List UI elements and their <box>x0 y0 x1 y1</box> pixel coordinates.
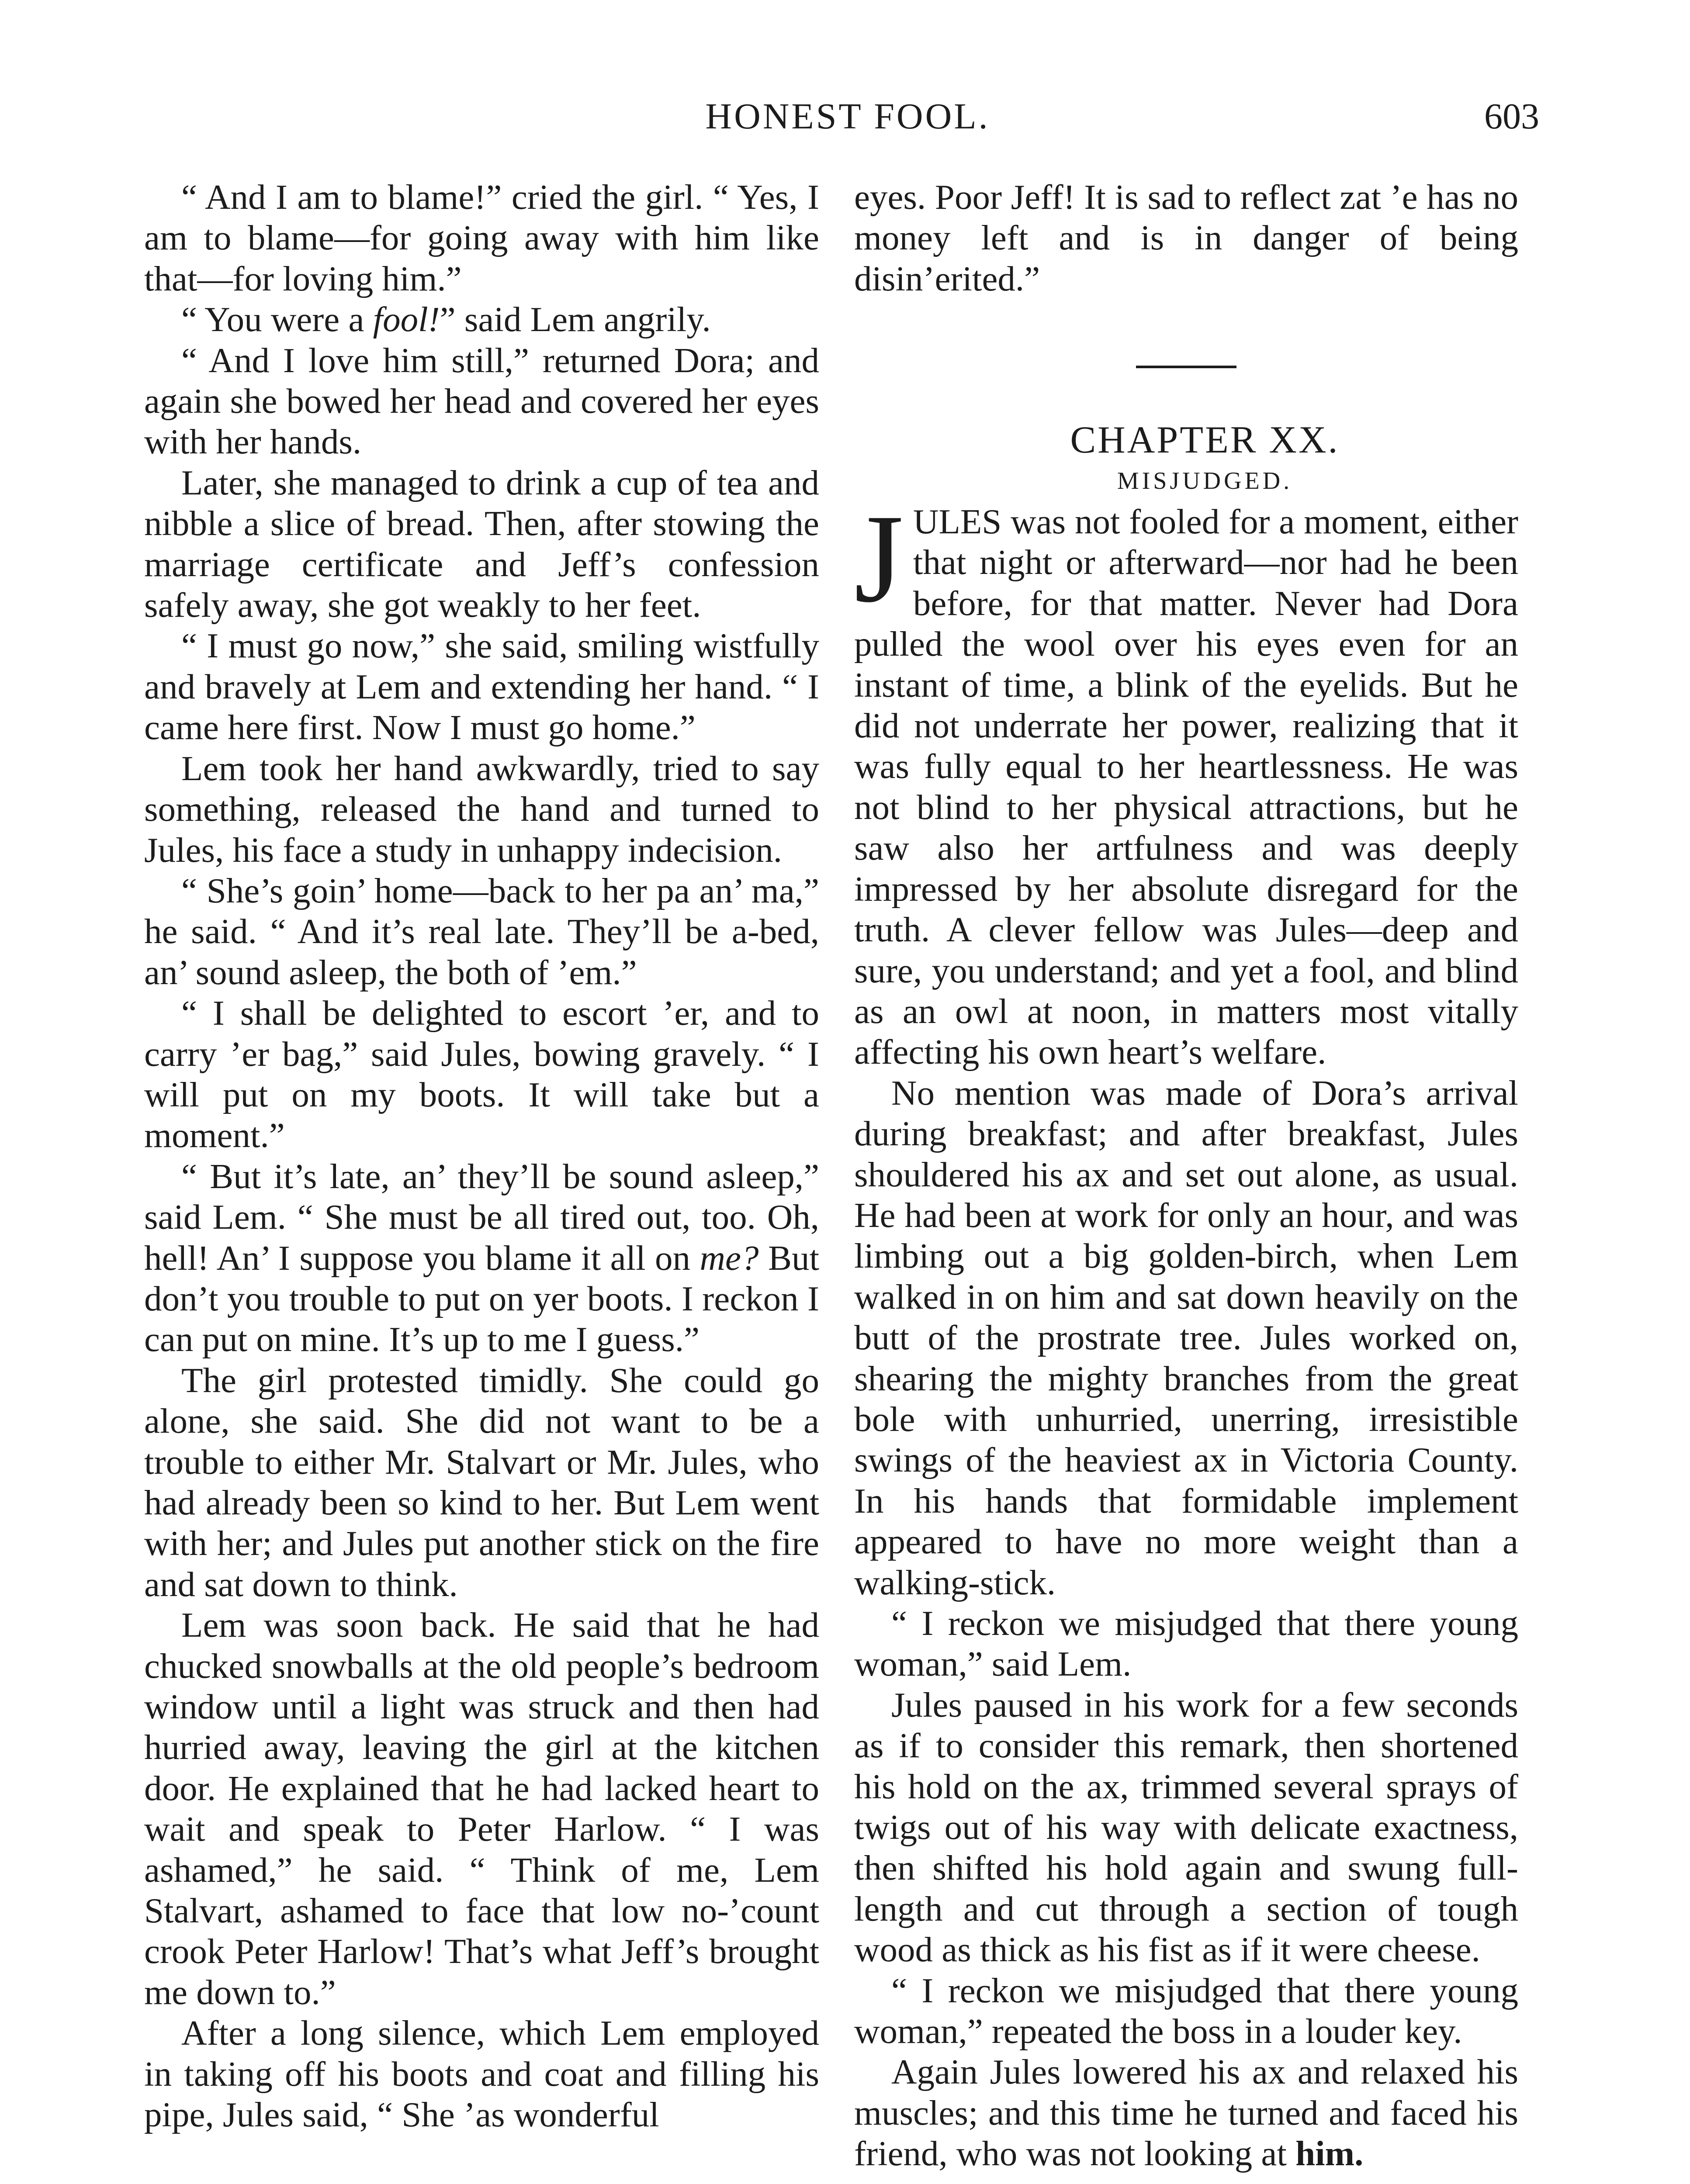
text-run: “ You were a <box>181 300 373 339</box>
continued-paragraph: eyes. Poor Jeff! It is sad to reflect zat ’e has no money left and is in danger of being disin’erited.” <box>854 177 1518 298</box>
running-title: HONEST FOOL. <box>705 96 990 137</box>
section-divider <box>1136 366 1236 368</box>
paragraph: “ I reckon we misjudged that there young woman,” repeated the boss in a louder key. <box>854 1970 1518 2051</box>
text-run: “ But it’s late, an’ they’ll be sound asleep,” said Lem. “ She must be all tired out, too. Oh, hell! An’ I suppose you blame it all on <box>144 1156 819 1278</box>
text-run: But don’t you trouble to put on yer boots. I reckon I can put on mine. It’s up to me I guess.” <box>144 1238 820 1359</box>
chapter-opening-paragraph <box>854 488 1518 1073</box>
paragraph: “ I reckon we misjudged that there young woman,” said Lem. <box>854 1603 1518 1684</box>
paragraph: After a long silence, which Lem employed in taking off his boots and coat and filling his pipe, Jules said, “ She ’as wonderful <box>144 2013 819 2135</box>
emphasis-text: fool! <box>373 300 440 339</box>
paragraph: Lem took her hand awkwardly, tried to say something, released the hand and turned to Jules, his face a study in unhappy indecision. <box>144 748 819 870</box>
paragraph: Lem was soon back. He said that he had chucked snowballs at the old people’s bedroom window until a light was struck and then had hurried away, leaving the girl at the kitchen door. He explained that he had lacked heart to wait and speak to Peter Harlow. “ I was ashamed,” he said. “ Think of me, Lem Stalvart, ashamed to face that low no-’count crook Peter Harlow! That’s what Jeff’s brought me down to.” <box>144 1605 819 2012</box>
bold-text: him. <box>1295 2134 1364 2174</box>
paragraph <box>854 2052 1518 2174</box>
paragraph: “ And I am to blame!” cried the girl. “ Yes, I am to blame—for going away with him like that—for loving him.” <box>144 177 819 298</box>
text-run: Again Jules lowered his ax and relaxed his muscles; and this time he turned and faced his friend, who was not looking at <box>854 2052 1518 2174</box>
chapter-heading: CHAPTER XX. <box>1070 419 1340 462</box>
paragraph: “ I shall be delighted to escort ’er, and to carry ’er bag,” said Jules, bowing gravely. “ I will put on my boots. It will take but a moment.” <box>144 993 819 1155</box>
paragraph: Later, she managed to drink a cup of tea and nibble a slice of bread. Then, after stowing the marriage certificate and Jeff’s confession safely away, she got weakly to her feet. <box>144 463 819 625</box>
chapter-subtitle: MISJUDGED. <box>1117 467 1293 494</box>
page-number: 603 <box>1484 96 1539 137</box>
paragraph: “ She’s goin’ home—back to her pa an’ ma,” he said. “ And it’s real late. They’ll be a-bed, an’ sound asleep, the both of ’em.” <box>144 871 819 992</box>
paragraph: “ I must go now,” she said, smiling wistfully and bravely at Lem and extending her hand. “ I came here first. Now I must go home.” <box>144 626 819 747</box>
emphasis-text: me? <box>700 1238 759 1278</box>
text-run: ” said Lem angrily. <box>440 300 711 339</box>
text-run: ULES was not fooled for a moment, either that night or afterward—nor had he been before, for that matter. Never had Dora pulled the wool over his eyes even for an instant of time, a blink of the eyelids. But he did not underrate her power, realizing that it was fully equal to her heartlessness. He was not blind to her physical attractions, but he saw also her artfulness and was deeply impressed by her absolute disregard for the truth. A clever fellow was Jules—deep and sure, you understand; and yet a fool, and blind as an owl at noon, in matters most vitally affecting his own heart’s welfare. <box>854 502 1518 1072</box>
paragraph <box>144 1156 819 1360</box>
right-column <box>854 177 1518 2174</box>
paragraph: Jules paused in his work for a few seconds as if to consider this remark, then shortened his hold on the ax, trimmed several sprays of twigs out of his way with delicate exactness, then shifted his hold again and swung full-length and cut through a section of tough wood as thick as his fist as if it were cheese. <box>854 1685 1518 1970</box>
paragraph: No mention was made of Dora’s arrival during breakfast; and after breakfast, Jules shouldered his ax and set out alone, as usual. He had been at work for only an hour, and was limbing out a big golden-birch, when Lem walked in on him and sat down heavily on the butt of the prostrate tree. Jules worked on, shearing the mighty branches from the great bole with unhurried, unerring, irresistible swings of the heaviest ax in Victoria County. In his hands that formidable implement appeared to have no more weight than a walking-stick. <box>854 1073 1518 1602</box>
drop-cap: J <box>854 488 904 629</box>
left-column <box>144 177 819 2136</box>
paragraph <box>144 299 819 340</box>
paragraph: “ And I love him still,” returned Dora; and again she bowed her head and covered her eyes with her hands. <box>144 340 819 462</box>
paragraph: The girl protested timidly. She could go alone, she said. She did not want to be a trouble to either Mr. Stalvart or Mr. Jules, who had already been so kind to her. But Lem went with her; and Jules put another stick on the fire and sat down to think. <box>144 1360 819 1604</box>
